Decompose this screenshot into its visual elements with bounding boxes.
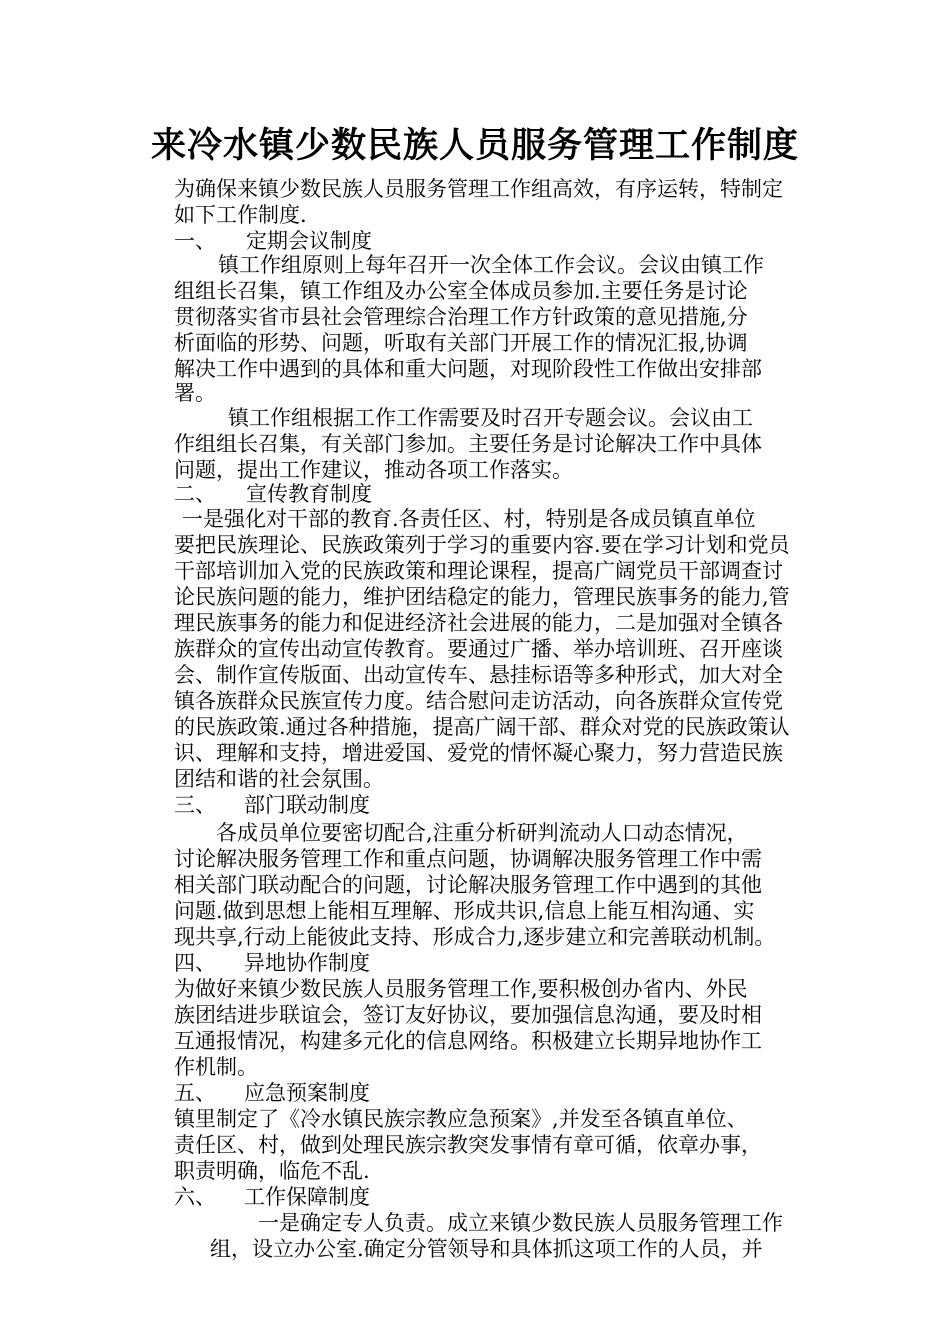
section-number: 五、 <box>174 1081 216 1105</box>
paragraph-line: 干部培训加入党的民族政策和理论课程，提高广阔党员干部调查讨 <box>174 559 783 583</box>
paragraph-line: 会、制作宣传版面、出动宣传车、悬挂标语等多种形式，加大对全 <box>174 663 783 687</box>
paragraph-line: 解决工作中遇到的具体和重大问题，对现阶段性工作做出安排部 <box>174 357 762 381</box>
paragraph-line: 互通报情况，构建多元化的信息网络。积极建立长期异地协作工 <box>174 1029 762 1053</box>
paragraph-line: 一是确定专人负责。成立来镇少数民族人员服务管理工作 <box>258 1211 783 1235</box>
paragraph-line: 组，设立办公室.确定分管领导和具体抓这项工作的人员，并 <box>210 1237 763 1261</box>
section-number: 六、 <box>174 1185 216 1209</box>
paragraph-line: 论民族问题的能力，维护团结稳定的能力，管理民族事务的能力,管 <box>174 585 790 609</box>
paragraph-line: 现共享,行动上能彼此支持、形成合力,逐步建立和完善联动机制。 <box>174 925 776 949</box>
paragraph-line: 要把民族理论、民族政策列于学习的重要内容.要在学习计划和党员 <box>174 533 790 557</box>
section-heading-text: 异地协作制度 <box>244 951 370 975</box>
paragraph-line: 镇工作组根据工作工作需要及时召开专题会议。会议由工 <box>228 406 753 430</box>
intro-line: 如下工作制度. <box>174 203 307 227</box>
paragraph-line: 作组组长召集，有关部门参加。主要任务是讨论解决工作中具体 <box>174 432 762 456</box>
paragraph-line: 职责明确，临危不乱. <box>174 1159 370 1183</box>
paragraph-line: 一是强化对干部的教育.各责任区、村，特别是各成员镇直单位 <box>182 507 756 531</box>
paragraph-line: 问题，提出工作建议，推动各项工作落实。 <box>174 458 573 482</box>
paragraph-line: 相关部门联动配合的问题，讨论解决服务管理工作中遇到的其他 <box>174 873 762 897</box>
paragraph-line: 贯彻落实省市县社会管理综合治理工作方针政策的意见措施,分 <box>174 305 748 329</box>
section-heading-text: 部门联动制度 <box>244 793 370 817</box>
section-number: 一、 <box>174 229 216 253</box>
intro-line: 为确保来镇少数民族人员服务管理工作组高效，有序运转，特制定 <box>174 177 783 201</box>
paragraph-line: 族团结进步联谊会，签订友好协议，要加强信息沟通，要及时相 <box>174 1003 762 1027</box>
paragraph-line: 识、理解和支持，增进爱国、爱党的情怀凝心聚力，努力营造民族 <box>174 741 783 765</box>
section-number: 四、 <box>174 951 216 975</box>
paragraph-line: 责任区、村，做到处理民族宗教突发事情有章可循，依章办事， <box>174 1133 762 1157</box>
paragraph-line: 团结和谐的社会氛围。 <box>174 767 384 791</box>
paragraph-line: 镇里制定了《冷水镇民族宗教应急预案》,并发至各镇直单位、 <box>174 1107 748 1131</box>
section-heading-text: 工作保障制度 <box>244 1185 370 1209</box>
section-heading-text: 应急预案制度 <box>244 1081 370 1105</box>
paragraph-line: 理民族事务的能力和促进经济社会进展的能力，二是加强对全镇各 <box>174 611 783 635</box>
paragraph-line: 署。 <box>174 381 216 405</box>
paragraph-line: 族群众的宣传出动宣传教育。要通过广播、举办培训班、召开座谈 <box>174 637 783 661</box>
paragraph-line: 问题.做到思想上能相互理解、形成共识,信息上能互相沟通、实 <box>174 899 755 923</box>
paragraph-line: 的民族政策.通过各种措施，提高广阔干部、群众对党的民族政策认 <box>174 715 790 739</box>
section-heading-text: 宣传教育制度 <box>246 482 372 506</box>
paragraph-line: 镇各族群众民族宣传力度。结合慰问走访活动，向各族群众宣传党 <box>174 689 783 713</box>
paragraph-line: 讨论解决服务管理工作和重点问题，协调解决服务管理工作中需 <box>174 847 762 871</box>
paragraph-line: 组组长召集，镇工作组及办公室全体成员参加.主要任务是讨论 <box>174 279 748 303</box>
section-number: 三、 <box>174 793 216 817</box>
section-number: 二、 <box>174 482 216 506</box>
paragraph-line: 析面临的形势、问题，听取有关部门开展工作的情况汇报,协调 <box>174 331 748 355</box>
document-title: 来冷水镇少数民族人员服务管理工作制度 <box>150 126 799 166</box>
paragraph-line: 作机制。 <box>174 1055 258 1079</box>
section-heading-text: 定期会议制度 <box>246 229 372 253</box>
paragraph-line: 为做好来镇少数民族人员服务管理工作,要积极创办省内、外民 <box>174 977 748 1001</box>
paragraph-line: 镇工作组原则上每年召开一次全体工作会议。会议由镇工作 <box>218 253 764 277</box>
paragraph-line: 各成员单位要密切配合,注重分析研判流动人口动态情况， <box>216 821 748 845</box>
